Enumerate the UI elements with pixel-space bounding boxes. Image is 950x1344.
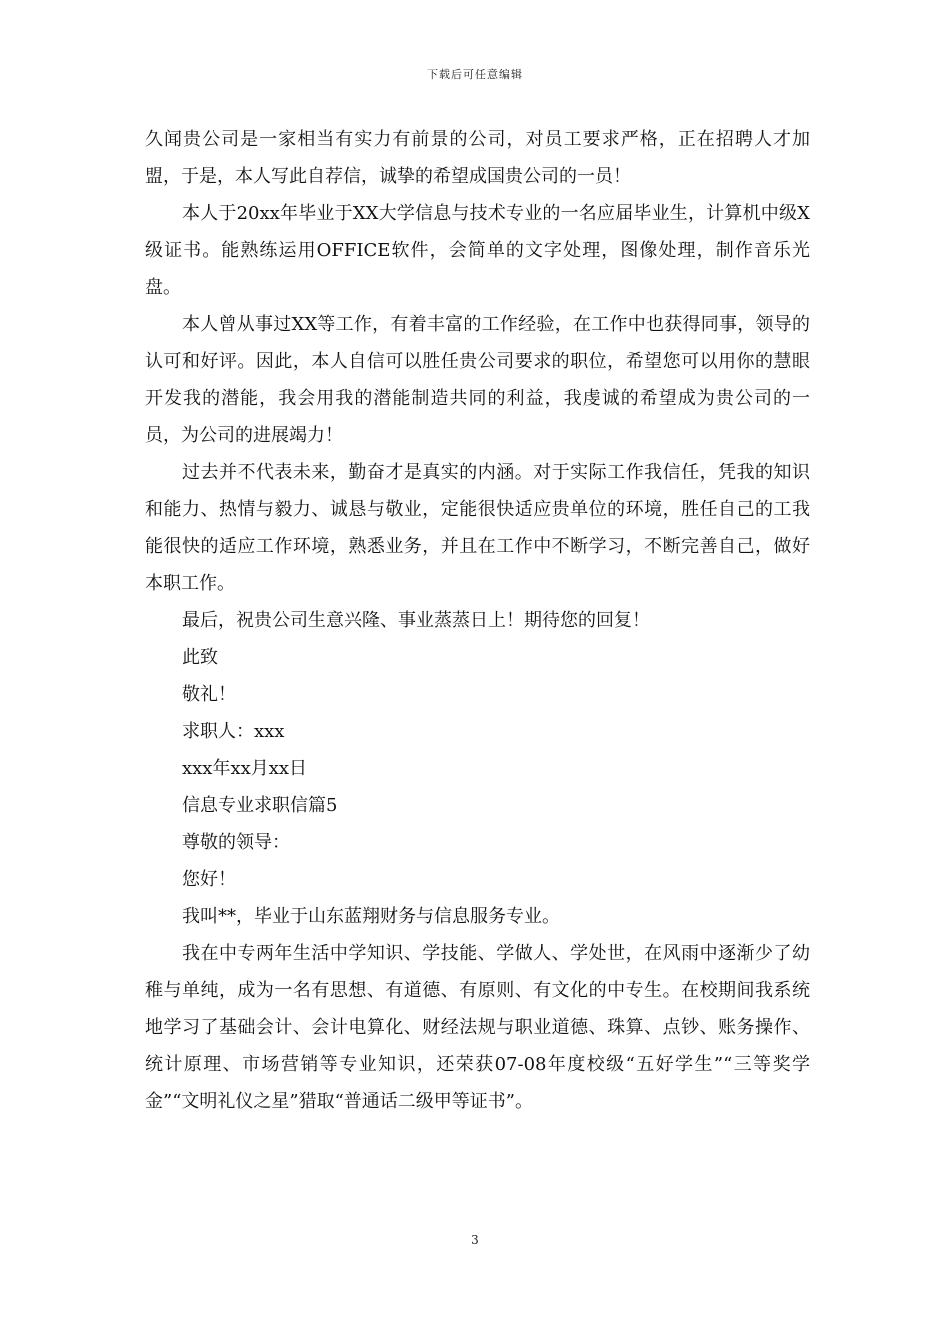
- letter-date: xxx年xx月xx日: [182, 758, 308, 779]
- paragraph-experience: 本人曾从事过XX等工作，有着丰富的工作经验，在工作中也获得同事，领导的认可和好评。因此，本人自信可以胜任贵公司要求的职位，希望您可以用你的慧眼开发我的潜能，我会用我的潜能制造共同的利益，我虔诚的希望成为贵公司的一员，为公司的进展竭力！: [145, 314, 810, 446]
- paragraph-school: 我在中专两年生活中学知识、学技能、学做人、学处世，在风雨中逐渐少了幼稚与单纯，成为一名有思想、有道德、有原则、有文化的中专生。在校期间我系统地学习了基础会计、会计电算化、财经法规与职业道德、珠算、点钞、账务操作、统计原理、市场营销等专业知识，还荣获07-08年度校级“五好学生”“三等奖学金”“文明礼仪之星”猎取“普通话二级甲等证书”。: [145, 943, 810, 1112]
- salutation-jingli: 敬礼！: [182, 684, 236, 705]
- paragraph-future: 过去并不代表未来，勤奋才是真实的内涵。对于实际工作我信任，凭我的知识和能力、热情与毅力、诚恳与敬业，定能很快适应贵单位的环境，胜任自己的工我能很快的适应工作环境，熟悉业务，并且在工作中不断学习，不断完善自己，做好本职工作。: [145, 462, 810, 594]
- self-introduction: 我叫**，毕业于山东蓝翔财务与信息服务专业。: [182, 906, 560, 927]
- greeting-hello: 您好！: [182, 869, 236, 890]
- applicant-name: 求职人：xxx: [182, 721, 285, 742]
- paragraph-intro: 久闻贵公司是一家相当有实力有前景的公司，对员工要求严格，正在招聘人才加盟，于是，本人写此自荐信，诚挚的希望成国贵公司的一员！: [145, 129, 810, 187]
- page-number: 3: [471, 1233, 479, 1247]
- greeting-leader: 尊敬的领导：: [182, 832, 290, 853]
- salutation-cizhi: 此致: [182, 647, 218, 668]
- section-title: 信息专业求职信篇5: [182, 795, 338, 816]
- closing-wish: 最后，祝贵公司生意兴隆、事业蒸蒸日上！期待您的回复！: [182, 610, 650, 631]
- page-header: 下载后可任意编辑: [427, 68, 523, 81]
- document-body: [145, 121, 810, 1120]
- paragraph-education: 本人于20xx年毕业于XX大学信息与技术专业的一名应届毕业生，计算机中级X级证书。能熟练运用OFFICE软件，会简单的文字处理，图像处理，制作音乐光盘。: [145, 203, 810, 298]
